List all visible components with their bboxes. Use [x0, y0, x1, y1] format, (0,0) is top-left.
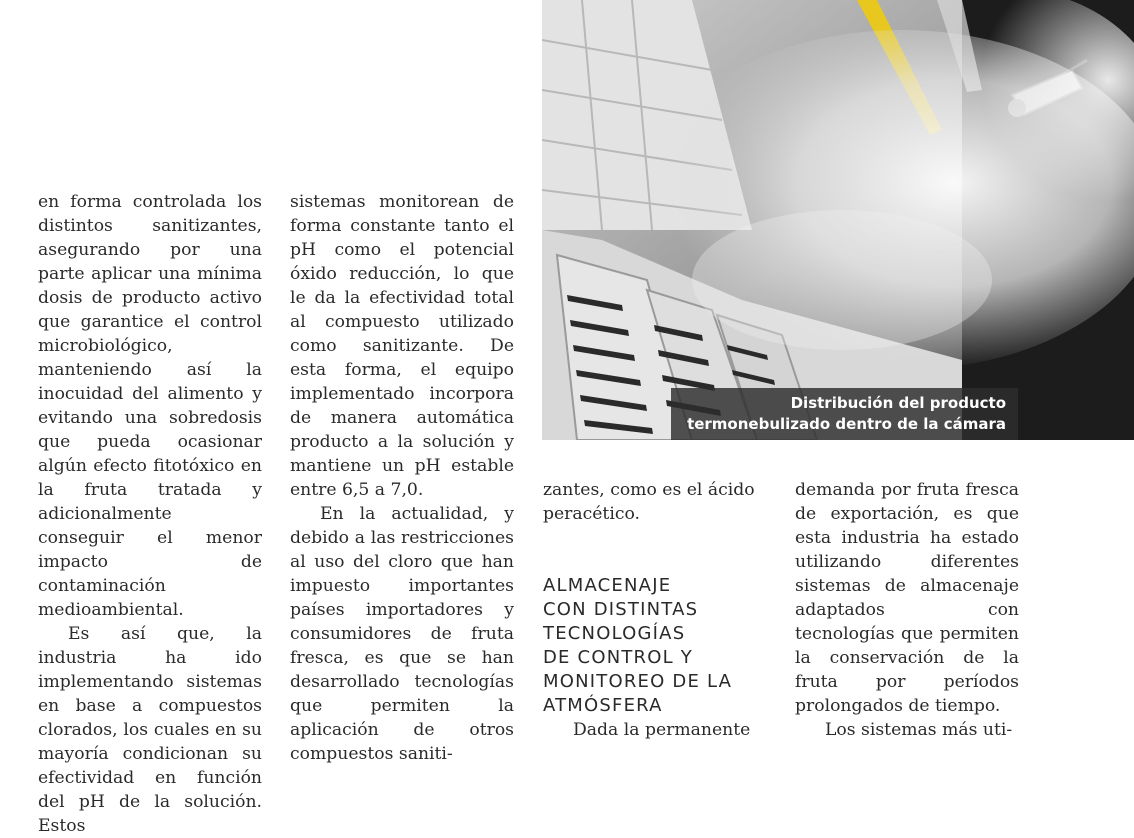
text-column-4	[795, 478, 1019, 742]
heading-line: ATMÓSFERA	[543, 695, 663, 716]
photo-caption	[671, 388, 1018, 440]
heading-line: DE CONTROL Y	[543, 647, 693, 668]
heading-line: TECNOLOGÍAS	[543, 623, 686, 644]
cold-storage-fog-image	[542, 0, 1134, 440]
section-heading	[543, 574, 767, 718]
heading-line: ALMACENAJE	[543, 575, 672, 596]
fogging-photo	[542, 0, 1134, 440]
paragraph: Es así que, la industria ha ido implementando sistemas en base a compuestos clorados, los cuales en su mayoría condicionan su efectividad en función del pH de la solución. Estos	[38, 624, 262, 836]
paragraph: zantes, como es el ácido peracético.	[543, 480, 755, 524]
paragraph: en forma controlada los distintos sanitizantes, asegurando por una parte aplicar una mínima dosis de producto activo que garantice el control microbiológico, manteniendo así la inocuidad del alimento y evitando una sobredosis que pueda ocasionar algún efecto fitotóxico en la fruta tratada y adicionalmente conseguir el menor impacto de contaminación medioambiental.	[38, 192, 262, 620]
text-column-2	[290, 190, 514, 766]
paragraph: En la actualidad, y debido a las restricciones al uso del cloro que han impuesto importantes países importadores y consumidores de fruta fresca, es que se han desarrollado tecnologías que permiten la aplicación de otros compuestos saniti-	[290, 504, 514, 764]
heading-line: CON DISTINTAS	[543, 599, 699, 620]
paragraph: Dada la permanente	[573, 720, 751, 740]
paragraph: demanda por fruta fresca de exportación, es que esta industria ha estado utilizando diferentes sistemas de almacenaje adaptados con tecnologías que permiten la conservación de la fruta por períodos prolongados de tiempo.	[795, 480, 1019, 716]
text-column-1	[38, 190, 262, 838]
paragraph: sistemas monitorean de forma constante tanto el pH como el potencial óxido reducción, lo que le da la efectividad total al compuesto utilizado como sanitizante. De esta forma, el equipo implementado incorpora de manera automática producto a la solución y mantiene un pH estable entre 6,5 a 7,0.	[290, 192, 514, 500]
caption-line: termonebulizado dentro de la cámara	[687, 415, 1006, 433]
text-column-3	[543, 478, 767, 742]
paragraph: Los sistemas más uti-	[825, 720, 1013, 740]
caption-line: Distribución del producto	[790, 394, 1006, 412]
heading-line: MONITOREO DE LA	[543, 671, 733, 692]
